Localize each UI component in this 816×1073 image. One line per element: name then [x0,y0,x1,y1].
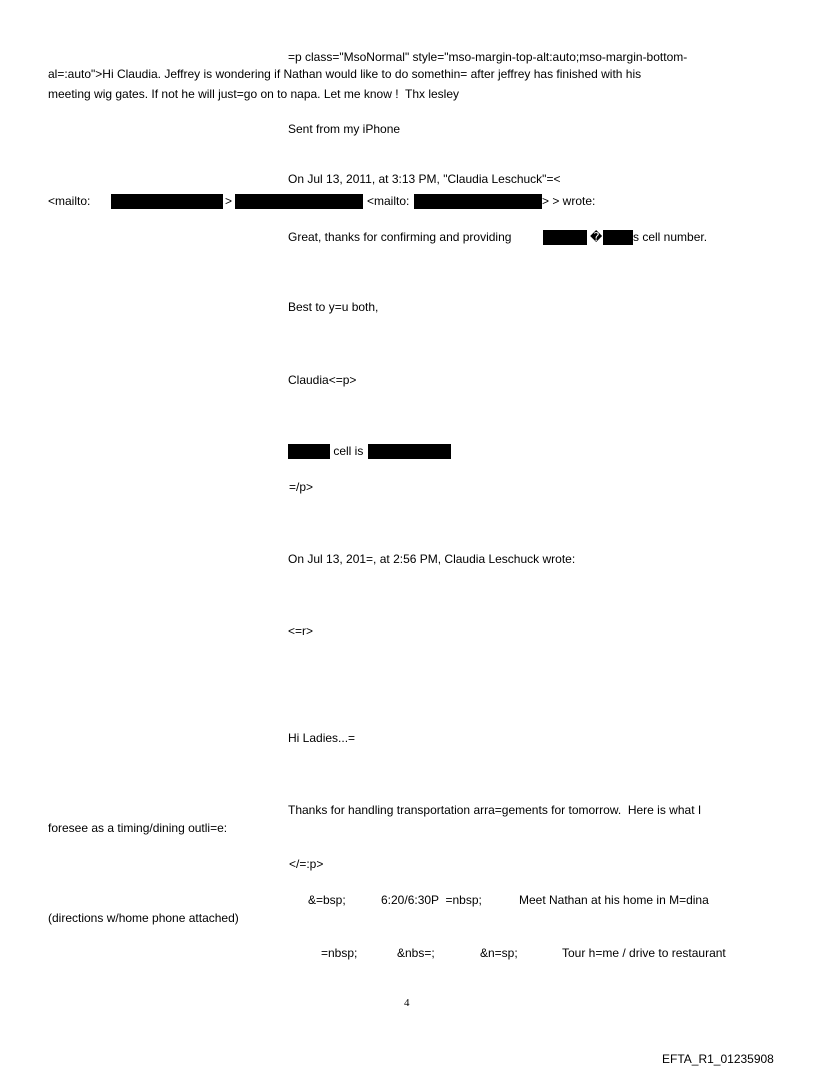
replacement-char: � [590,230,603,244]
page-number: 4 [404,997,410,1009]
message-line: cell is [330,444,364,458]
mailto-text: <mailto: [48,194,91,208]
wrote-text: > > wrote: [542,194,596,208]
message-line: Thanks for handling transportation arra=gements for tomorrow. Here is what I [288,803,702,817]
redaction-box [414,194,542,209]
schedule-cell: Meet Nathan at his home in M=dina [519,893,709,907]
schedule-cell: &=bsp; [308,893,346,907]
html-fragment-line: =p class="MsoNormal" style="mso-margin-top-alt:auto;mso-margin-bottom- [288,50,688,64]
redaction-box [288,444,330,459]
redaction-box [603,230,633,245]
message-line: s cell number. [633,230,708,244]
html-fragment-line: </=:p> [289,857,324,871]
message-line: (directions w/home phone attached) [48,911,239,925]
redaction-box [111,194,223,209]
message-line: Great, thanks for confirming and providing [288,230,512,244]
html-fragment-line: =/p> [289,480,314,494]
sent-from-line: Sent from my iPhone [288,122,401,136]
message-line: Best to y=u both, [288,300,379,314]
schedule-cell: 6:20/6:30P =nbsp; [381,893,482,907]
mailto-text: <mailto: [367,194,410,208]
schedule-cell: &nbs=; [397,946,435,960]
signature-line: Claudia<=p> [288,373,357,387]
redaction-box [235,194,363,209]
quote-header: On Jul 13, 201=, at 2:56 PM, Claudia Leschuck wrote: [288,552,576,566]
message-line: foresee as a timing/dining outli=e: [48,821,228,835]
schedule-cell: Tour h=me / drive to restaurant [562,946,726,960]
message-line: Hi Ladies...= [288,731,356,745]
redaction-box [368,444,451,459]
bates-number: EFTA_R1_01235908 [662,1052,774,1066]
quote-header: On Jul 13, 2011, at 3:13 PM, "Claudia Leschuck"=< [288,172,561,186]
gt-text: > [225,194,233,208]
message-line: al=:auto">Hi Claudia. Jeffrey is wondering if Nathan would like to do somethin= after jeffrey has finished with his [48,67,642,81]
redaction-box [543,230,587,245]
message-line: meeting wig gates. If not he will just=go on to napa. Let me know ! Thx lesley [48,87,460,101]
html-fragment-line: <=r> [288,624,314,638]
schedule-cell: &n=sp; [480,946,518,960]
schedule-cell: =nbsp; [321,946,358,960]
